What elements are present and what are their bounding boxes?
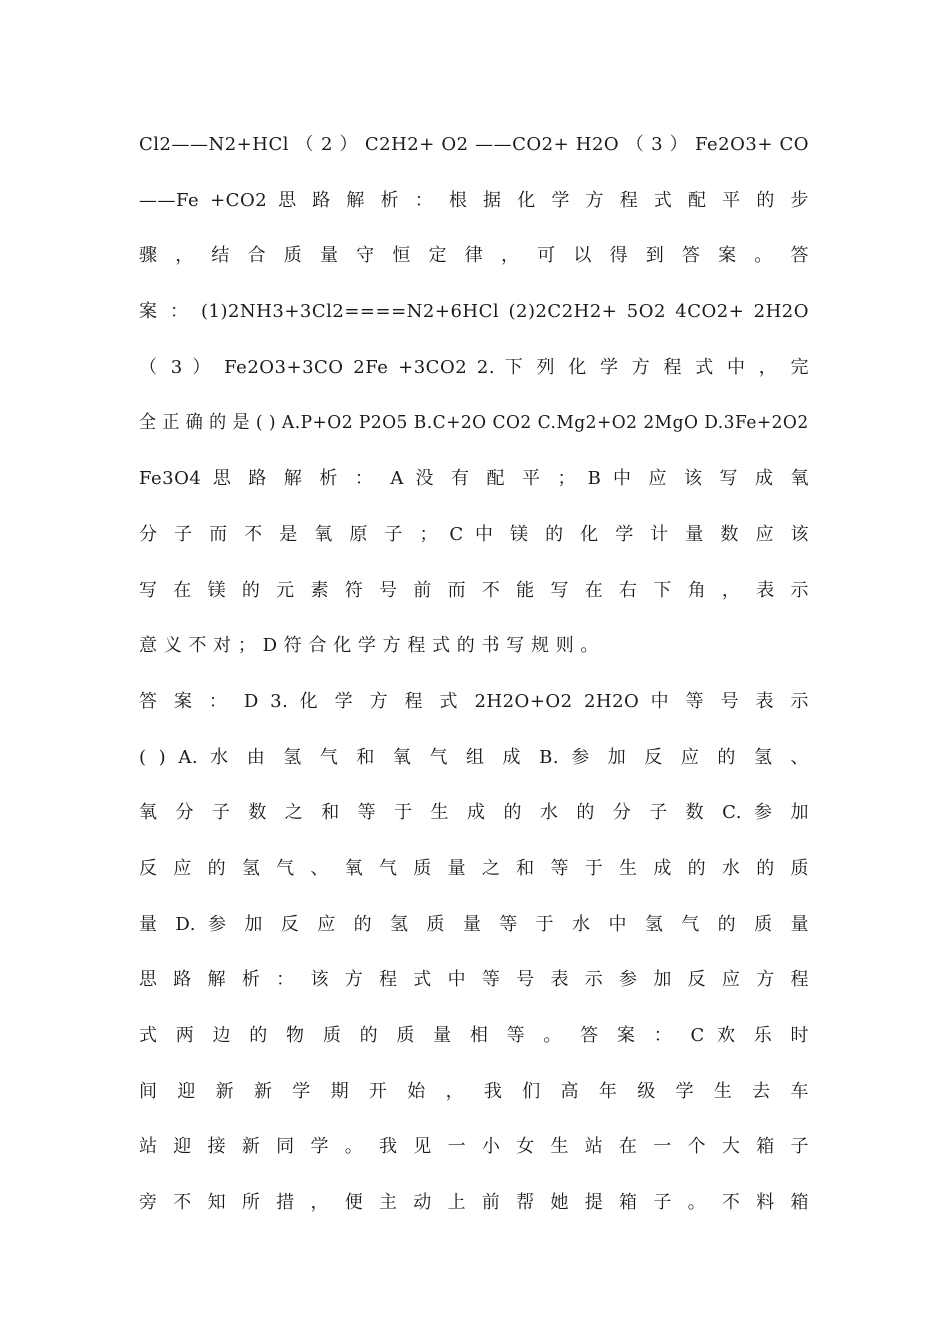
text-line-15: 量 D. 参 加 反 应 的 氢 质 量 等 于 水 中 氢 气 的 质 量 — [139, 913, 809, 935]
text-line-3: 骤 ， 结 合 质 量 守 恒 定 律 ， 可 以 得 到 答 案 。 答 — [139, 245, 809, 267]
text-line-13: 氧 分 子 数 之 和 等 于 生 成 的 水 的 分 子 数 C. 参 加 — [139, 802, 809, 824]
text-line-11: 答 案 ： D 3. 化 学 方 程 式 2H2O+O2 2H2O 中 等 号 表 示 — [139, 690, 809, 712]
text-line-9: 写 在 镁 的 元 素 符 号 前 而 不 能 写 在 右 下 角 ， 表 示 — [139, 579, 809, 601]
text-line-6: 全 正 确 的 是 ( ) A.P+O2 P2O5 B.C+2O CO2 C.Mg2+O2 2MgO D.3Fe+2O2 — [139, 412, 809, 434]
text-line-1: Cl2——N2+HCl （ 2 ） C2H2+ O2 ——CO2+ H2O （ 3 ） Fe2O3+ CO — [139, 134, 809, 155]
text-line-4: 案 ： (1)2NH3+3Cl2====N2+6HCl (2)2C2H2+ 5O2 4CO2+ 2H2O — [139, 301, 809, 323]
document-body — [139, 128, 809, 1242]
text-line-19: 站 迎 接 新 同 学 。 我 见 一 小 女 生 站 在 一 个 大 箱 子 — [139, 1136, 809, 1158]
text-line-2: ——Fe +CO2 思 路 解 析 ： 根 据 化 学 方 程 式 配 平 的 步 — [139, 189, 809, 211]
text-line-16: 思 路 解 析 ： 该 方 程 式 中 等 号 表 示 参 加 反 应 方 程 — [139, 969, 809, 991]
text-line-17: 式 两 边 的 物 质 的 质 量 相 等 。 答 案 ： C 欢 乐 时 — [139, 1025, 809, 1046]
text-line-12: ( ) A. 水 由 氢 气 和 氧 气 组 成 B. 参 加 反 应 的 氢 、 — [139, 746, 809, 768]
text-line-14: 反 应 的 氢 气 、 氧 气 质 量 之 和 等 于 生 成 的 水 的 质 — [139, 857, 809, 879]
text-line-18: 间 迎 新 新 学 期 开 始 ， 我 们 高 年 级 学 生 去 车 — [139, 1080, 809, 1102]
text-line-5: （ 3 ） Fe2O3+3CO 2Fe +3CO2 2. 下 列 化 学 方 程 式 中 ， 完 — [139, 356, 809, 378]
text-line-20: 旁 不 知 所 措 ， 便 主 动 上 前 帮 她 提 箱 子 。 不 料 箱 — [139, 1192, 809, 1214]
text-line-8: 分 子 而 不 是 氧 原 子 ； C 中 镁 的 化 学 计 量 数 应 该 — [139, 523, 809, 545]
text-line-10: 意 义 不 对 ； D 符 合 化 学 方 程 式 的 书 写 规 则 。 — [139, 635, 599, 657]
text-line-7: Fe3O4 思 路 解 析 ： A 没 有 配 平 ； B 中 应 该 写 成 氧 — [139, 468, 809, 490]
